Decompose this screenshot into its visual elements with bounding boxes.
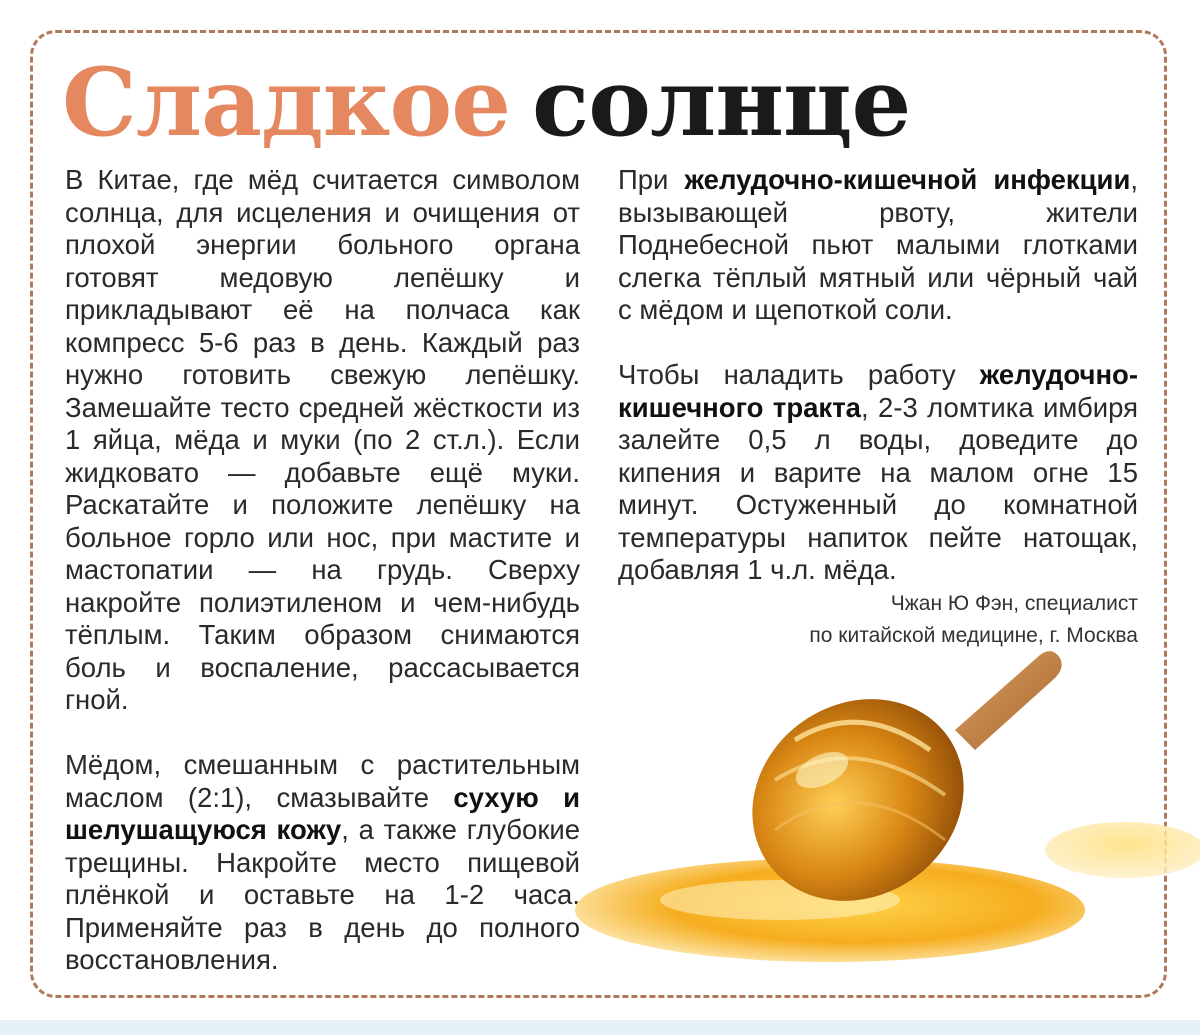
author-attribution — [809, 588, 1138, 652]
paragraph-digestive — [618, 359, 1138, 587]
highlight-text: желудочно-кишечной инфекции — [684, 164, 1131, 195]
author-line: Чжан Ю Фэн, специалист — [890, 592, 1138, 615]
paragraph-honey-compress: В Китае, где мёд считается символом солнца, для исцеления и очищения от плохой энергии больного органа готовят медовую лепёшку и прикладывают её на полчаса как компресс 5-6 раз в день. Каждый раз нужно готовить свежую лепёшку. Замешайте тесто средней жёсткости из 1 яйца, мёда и муки (по 2 ст.л.). Если жидковато — добавьте ещё муки. Раскатайте и положите лепёшку на больное горло или нос, при мастите и мастопатии — на грудь. Сверху накройте полиэтиленом и чем-нибудь тёплым. Таким образом снимаются боль и воспаление, рассасывается гной. — [65, 164, 580, 715]
paragraph-infection — [618, 164, 1138, 327]
paragraph-text: При — [618, 164, 669, 195]
author-affiliation: по китайской медицине, г. Москва — [809, 624, 1138, 647]
paragraph-dry-skin — [65, 749, 580, 977]
paragraph-text: , вызывающей рвоту, жители Поднебесной пьют малыми глотками слегка тёплый мятный или чёрный чай с мёдом и щепоткой соли. — [618, 164, 1138, 325]
paragraph-text: Мёдом, смешанным с растительным маслом (2:1), смазывайте — [65, 749, 580, 813]
article-title — [62, 28, 910, 178]
bottom-strip — [0, 1020, 1200, 1035]
paragraph-text: Чтобы наладить работу — [618, 359, 956, 390]
left-column — [65, 164, 580, 977]
paragraph-text: , а также глубокие трещины. Накройте место пищевой плёнкой и оставьте на 1-2 часа. Применяйте раз в день до полного восстановления. — [65, 814, 581, 975]
highlight-text: желудочно-кишечного тракта — [618, 359, 1139, 423]
title-word-dark: солнце — [532, 48, 911, 158]
title-word-accent: Сладкое — [62, 48, 511, 158]
right-column — [618, 164, 1138, 587]
highlight-text: сухую и шелушащуюся кожу — [65, 781, 580, 845]
honey-dipper-illustration — [560, 600, 1200, 1000]
paragraph-text: , 2-3 ломтика имбиря залейте 0,5 л воды, доведите до кипения и варите на малом огне 15 минут. Остуженный до комнатной температуры напиток пейте натощак, добавляя 1 ч.л. мёда. — [618, 391, 1138, 585]
